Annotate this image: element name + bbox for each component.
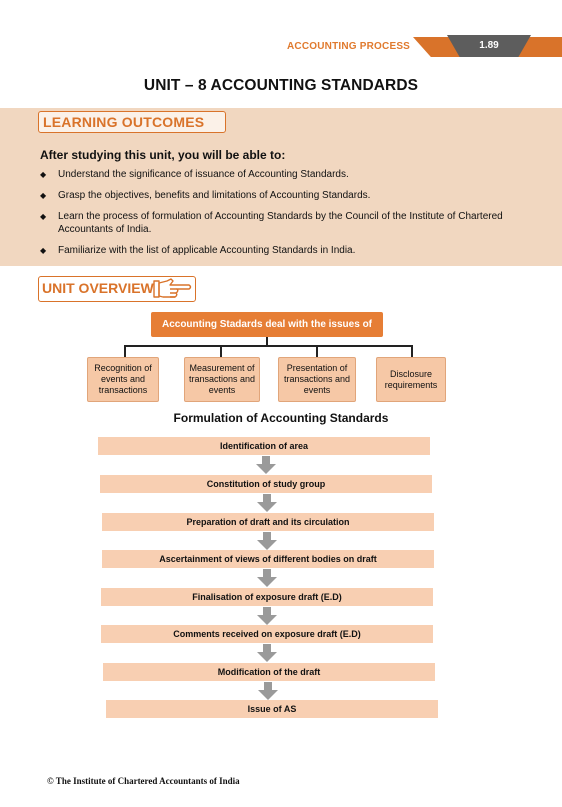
tree-connector-leaf <box>220 345 222 357</box>
section-title: ACCOUNTING PROCESS <box>287 41 411 52</box>
flow-step: Ascertainment of views of different bodies on draft <box>102 550 434 568</box>
flow-step: Preparation of draft and its circulation <box>102 513 434 531</box>
flow-step: Modification of the draft <box>103 663 435 681</box>
tree-connector-leaf <box>411 345 413 357</box>
unit-overview-heading: UNIT OVERVIEW <box>42 280 154 296</box>
tree-leaf-disclosure: Disclosure requirements <box>376 357 446 402</box>
pointing-hand-icon <box>153 277 193 301</box>
tree-connector-leaf <box>316 345 318 357</box>
tree-root-box: Accounting Stadards deal with the issues of <box>151 312 383 337</box>
down-arrow-icon <box>257 607 277 625</box>
flow-step: Constitution of study group <box>100 475 432 493</box>
learning-outcomes-list <box>40 168 530 265</box>
list-item: ◆ Learn the process of formulation of Accounting Standards by the Council of the Institute of Chartered Accountants of India. <box>40 210 530 236</box>
unit-title: UNIT – 8 ACCOUNTING STANDARDS <box>143 77 419 94</box>
list-item: ◆ Understand the significance of issuance of Accounting Standards. <box>40 168 530 181</box>
page-number: 1.89 <box>479 40 499 51</box>
list-item: ◆ Familiarize with the list of applicable Accounting Standards in India. <box>40 244 530 257</box>
list-item: ◆ Grasp the objectives, benefits and limitations of Accounting Standards. <box>40 189 530 202</box>
down-arrow-icon <box>258 682 278 700</box>
down-arrow-icon <box>257 644 277 662</box>
tree-leaf-recognition: Recognition of events and transactions <box>87 357 159 402</box>
flow-step: Issue of AS <box>106 700 438 718</box>
tree-leaf-measurement: Measurement of transactions and events <box>184 357 260 402</box>
learning-outcomes-heading: LEARNING OUTCOMES <box>43 114 205 130</box>
learning-outcomes-intro: After studying this unit, you will be able to: <box>40 148 286 162</box>
flow-step: Comments received on exposure draft (E.D) <box>101 625 433 643</box>
tree-leaf-presentation: Presentation of transactions and events <box>278 357 356 402</box>
down-arrow-icon <box>257 532 277 550</box>
flow-title: Formulation of Accounting Standards <box>173 411 389 425</box>
tree-connector-leaf <box>124 345 126 357</box>
tree-connector-horizontal <box>124 345 412 347</box>
flow-step: Identification of area <box>98 437 430 455</box>
footer-copyright: © The Institute of Chartered Accountants of India <box>47 776 240 786</box>
down-arrow-icon <box>256 456 276 474</box>
flow-step: Finalisation of exposure draft (E.D) <box>101 588 433 606</box>
down-arrow-icon <box>257 569 277 587</box>
down-arrow-icon <box>257 494 277 512</box>
